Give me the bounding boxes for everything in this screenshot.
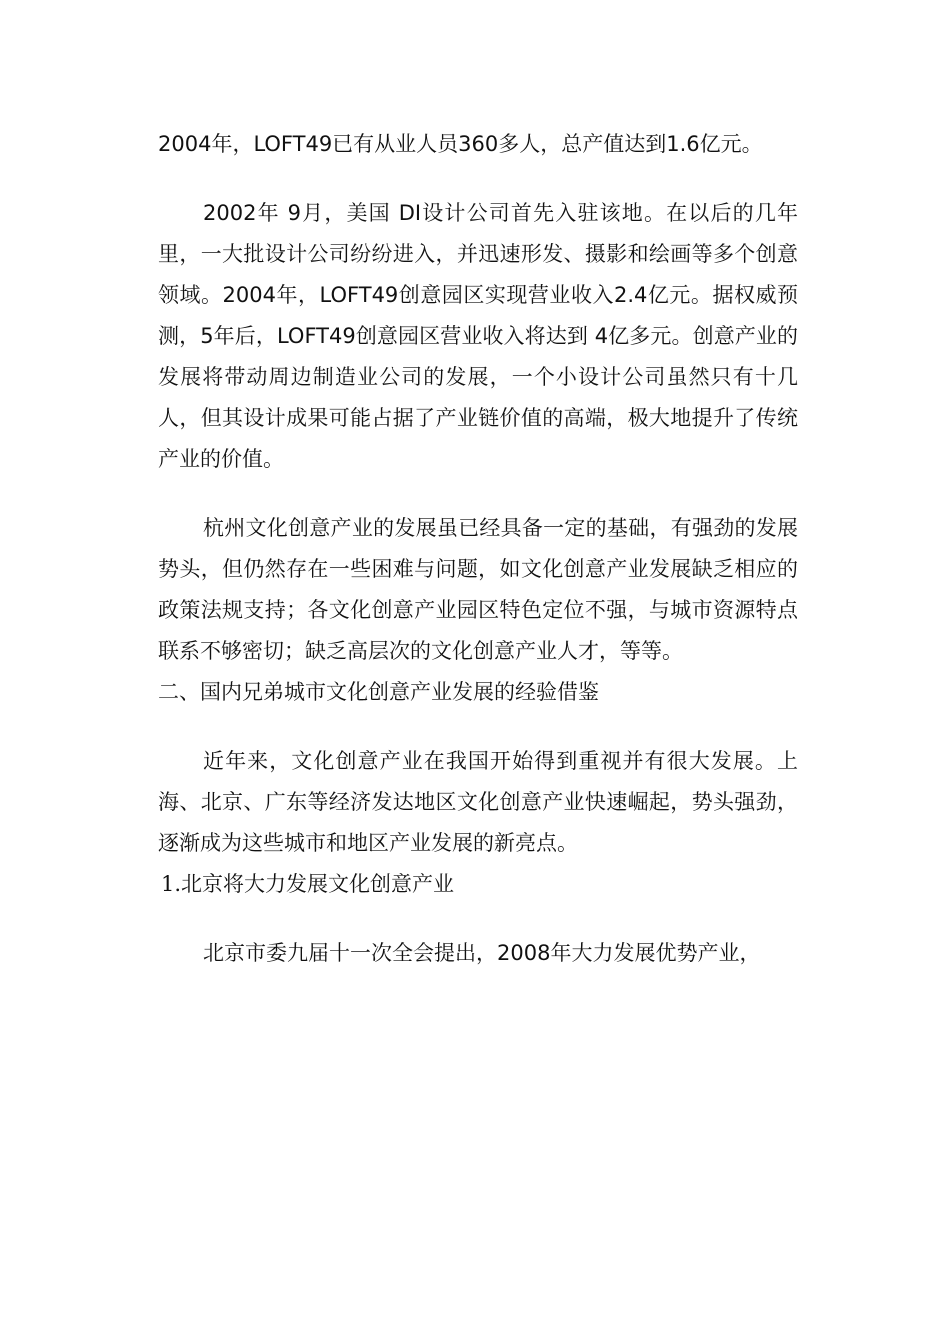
subsection-heading: 1.北京将大力发展文化创意产业 (161, 872, 455, 896)
paragraph-loft49-history: 2002年 9月，美国 DI设计公司首先入驻该地。在以后的几年里，一大批设计公司纷纷进入，并迅速形发、摄影和绘画等多个创意领域。2004年，LOFT49创意园区实现营业收入2.4亿元。据权威预测，5年后，LOFT49创意园区营业收入将达到 4亿多元。创意产业的发展将带动周边制造业公司的发展，一个小设计公司虽然只有十几人，但其设计成果可能占据了产业链价值的高端，极大地提升了传统产业的价值。 (158, 201, 798, 471)
document-body (158, 124, 798, 974)
paragraph-output-value: 2004年，LOFT49已有从业人员360多人，总产值达到1.6亿元。 (158, 132, 763, 156)
paragraph-beijing-plan: 北京市委九届十一次全会提出，2008年大力发展优势产业， (203, 941, 761, 965)
paragraph-domestic-development: 近年来，文化创意产业在我国开始得到重视并有很大发展。上海、北京、广东等经济发达地区文化创意产业快速崛起，势头强劲，逐渐成为这些城市和地区产业发展的新亮点。 (158, 749, 798, 855)
paragraph-hangzhou-problems: 杭州文化创意产业的发展虽已经具备一定的基础，有强劲的发展势头，但仍然存在一些困难与问题，如文化创意产业发展缺乏相应的政策法规支持；各文化创意产业园区特色定位不强，与城市资源特点联系不够密切；缺乏高层次的文化创意产业人才，等等。 (158, 516, 798, 663)
section-heading: 二、国内兄弟城市文化创意产业发展的经验借鉴 (158, 680, 599, 704)
